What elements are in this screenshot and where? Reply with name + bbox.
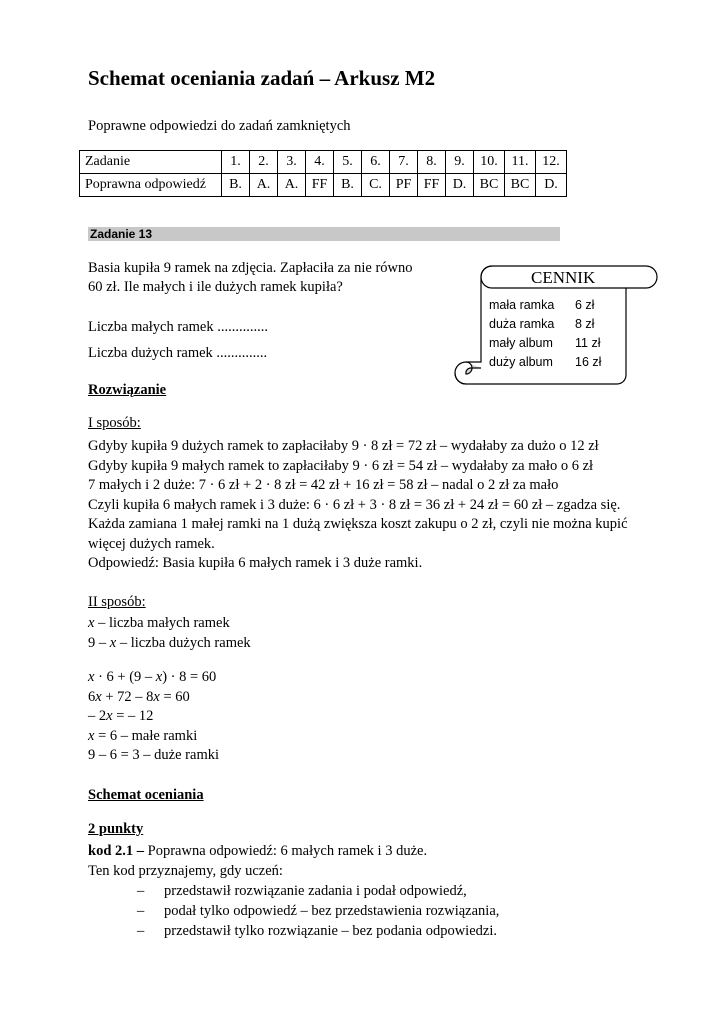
variable: x (88, 615, 95, 631)
equation-line (88, 707, 219, 727)
answer-cell: A. (250, 174, 278, 197)
variable: x (109, 635, 117, 651)
task-text-line: 60 zł. Ile małych i ile dużych ramek kupiła? (88, 279, 343, 295)
answer-cell: A. (278, 174, 306, 197)
row-label-answer: Poprawna odpowiedź (80, 174, 222, 197)
definition-text: – liczba dużych ramek (116, 635, 251, 651)
page-title: Schemat oceniania zadań – Arkusz M2 (88, 66, 436, 90)
bullet-item: przedstawił rozwiązanie zadania i podał odpowiedź, (164, 883, 467, 899)
equation-text: = 6 – małe ramki (94, 727, 198, 744)
equation-text: + 72 – 8 (101, 688, 154, 705)
price-list-title: CENNIK (531, 268, 596, 287)
answer-cell: C. (362, 174, 390, 197)
equation-line: 9 – 6 = 3 – duże ramki (88, 747, 219, 763)
definition-text: – liczba małych ramek (98, 615, 230, 631)
item-price: 11 zł (575, 336, 601, 350)
row-label-task: Zadanie (80, 151, 222, 174)
equation-text: = – 12 (112, 708, 154, 724)
solution-header: Rozwiązanie (88, 382, 167, 398)
definition-text: 9 – (88, 635, 110, 651)
equation-text: = 60 (159, 688, 190, 705)
item-name: mała ramka (489, 298, 555, 312)
solution-line: więcej dużych ramek. (88, 535, 215, 552)
item-name: duży album (489, 355, 553, 369)
task-cell: 1. (222, 151, 250, 174)
answer-cell: B. (334, 174, 362, 197)
code-text: Poprawna odpowiedź: 6 małych ramek i 3 duże. (144, 843, 428, 859)
answer-cell: FF (306, 174, 334, 197)
item-price: 8 zł (575, 317, 595, 331)
equation-line (88, 688, 219, 708)
solution-line: Odpowiedź: Basia kupiła 6 małych ramek i 3 duże ramki. (88, 555, 423, 571)
task-cell: 8. (418, 151, 446, 174)
price-list-item (489, 298, 601, 317)
code-line (88, 842, 427, 862)
solution-line: Gdyby kupiła 9 dużych ramek to zapłaciłaby 9 · 8 zł = 72 zł – wydałaby za dużo o 12 zł (88, 438, 599, 454)
scheme-header: Schemat oceniania (88, 787, 204, 803)
bullet-mark: – (137, 903, 145, 919)
equation-text: 6 (88, 688, 96, 705)
definition-line (88, 614, 230, 634)
variable: x (88, 669, 95, 685)
equation-text: – 2 (88, 708, 107, 724)
variable: x (153, 688, 160, 705)
task-cell: 9. (446, 151, 474, 174)
answers-table (79, 150, 567, 197)
price-list-item (489, 317, 601, 336)
price-list-item (489, 355, 601, 374)
solution-line: 7 małych i 2 duże: 7 · 6 zł + 2 · 8 zł = 42 zł + 16 zł = 58 zł – nadal o 2 zł za mało (88, 477, 559, 493)
intro-text: Poprawne odpowiedzi do zadań zamkniętych (88, 118, 351, 134)
bullet-item: podał tylko odpowiedź – bez przedstawienia rozwiązania, (164, 903, 500, 919)
method1-header: I sposób: (88, 415, 141, 431)
task-cell: 3. (278, 151, 306, 174)
answer-cell: BC (505, 174, 536, 197)
task-cell: 5. (334, 151, 362, 174)
points-header: 2 punkty (88, 821, 144, 837)
task-header-bar: Zadanie 13 (88, 227, 560, 241)
answer-cell: D. (536, 174, 567, 197)
code-label: kod 2.1 – (88, 843, 145, 859)
task-cell: 4. (306, 151, 334, 174)
answer-cell: BC (474, 174, 505, 197)
equation-text: · 6 + (9 – (94, 669, 156, 685)
answer-cell: B. (222, 174, 250, 197)
bullet-item: przedstawił tylko rozwiązanie – bez podania odpowiedzi. (164, 923, 497, 939)
variable: x (95, 688, 102, 705)
variable: x (106, 708, 113, 724)
task-cell: 6. (362, 151, 390, 174)
variable: x (155, 669, 163, 685)
table-row (80, 151, 567, 174)
variable: x (88, 727, 95, 744)
small-frames-blank: Liczba małych ramek .............. (88, 319, 268, 335)
task-cell: 10. (474, 151, 505, 174)
equation-text: ) · 8 = 60 (162, 669, 217, 685)
bullet-mark: – (137, 883, 145, 899)
solution-line: Każda zamiana 1 małej ramki na 1 dużą zwiększa koszt zakupu o 2 zł, czyli nie można kupić (88, 516, 628, 532)
item-price: 6 zł (575, 298, 595, 312)
large-frames-blank: Liczba dużych ramek .............. (88, 345, 268, 361)
item-name: duża ramka (489, 317, 555, 331)
solution-line: Gdyby kupiła 9 małych ramek to zapłaciłaby 9 · 6 zł = 54 zł – wydałaby za mało o 6 zł (88, 457, 594, 474)
equation-line (88, 727, 219, 747)
task-cell: 12. (536, 151, 567, 174)
bullet-mark: – (137, 923, 145, 939)
answer-cell: D. (446, 174, 474, 197)
answer-cell: FF (418, 174, 446, 197)
price-list-item (489, 336, 601, 355)
task-cell: 11. (505, 151, 536, 174)
method2-header: II sposób: (88, 594, 146, 610)
table-row (80, 174, 567, 197)
solution-line: Czyli kupiła 6 małych ramek i 3 duże: 6 · 6 zł + 3 · 8 zł = 36 zł + 24 zł = 60 zł – zgadza się. (88, 496, 621, 513)
task-text-line: Basia kupiła 9 ramek na zdjęcia. Zapłaciła za nie równo (88, 260, 413, 276)
definition-line (88, 634, 251, 654)
code-intro: Ten kod przyznajemy, gdy uczeń: (88, 863, 283, 879)
task-cell: 7. (390, 151, 418, 174)
task-cell: 2. (250, 151, 278, 174)
item-name: mały album (489, 336, 553, 350)
equation-line (88, 668, 219, 688)
answer-cell: PF (390, 174, 418, 197)
item-price: 16 zł (575, 355, 602, 369)
